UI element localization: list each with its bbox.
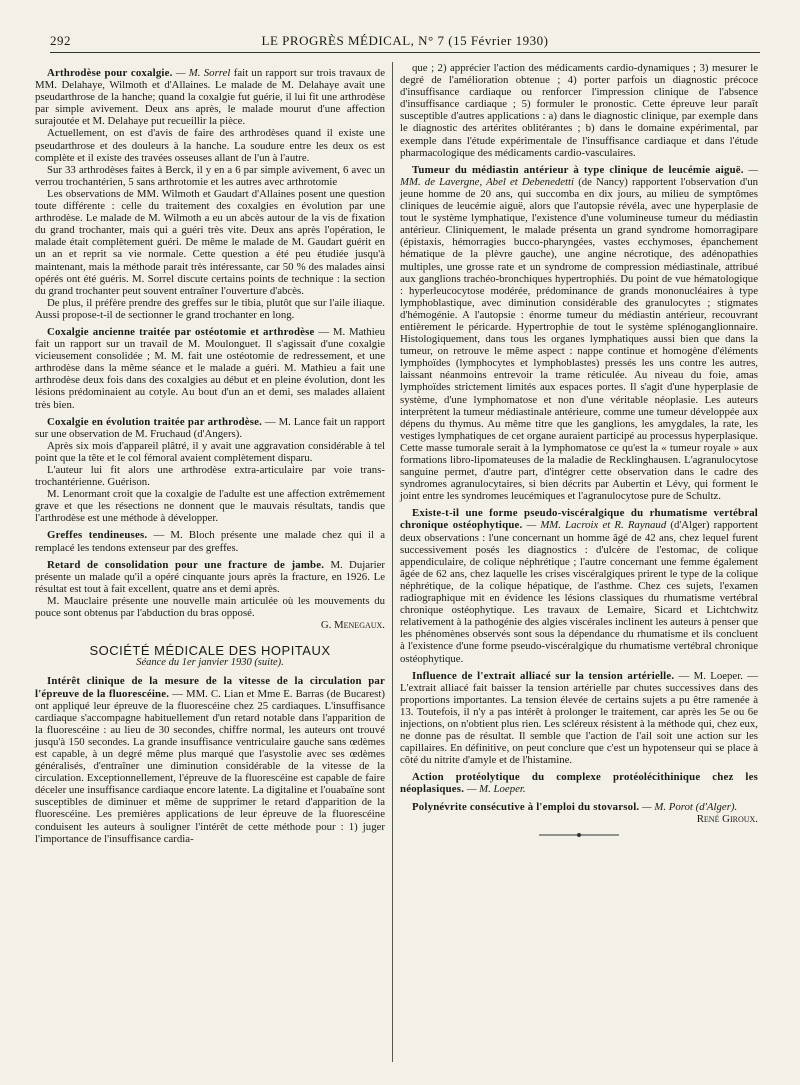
paragraph: M. Dujarier présente un malade qu'il a opéré cinquante jours après la fracture, en 1926. Le résultat est tout à fait excellent, quatre ans et demi après.: [35, 558, 385, 595]
paragraph: que ; 2) apprécier l'action des médicaments cardio-dynamiques ; 3) mesurer le degré de l'amélioration obtenue ; 4) porter parfois un diagnostic précoce d'insuffisance cardiaque ou renforcer l'impression clinique de l'absence d'insuffisance cardiaque ; 5) formuler le pronostic. Cette épreuve leur paraît susceptible d'autres applications : a) dans le diagnostic clinique, par exemple dans le diagnostic des artérites oblitérantes ; b) dans le domaine expérimental, par exemple dans l'étude expérimentale de l'insuffisance cardiaque et dans l'étude pharmacologique des médicaments cardio-vasculaires.: [400, 62, 758, 159]
signature: René Giroux.: [696, 812, 758, 825]
paragraph: — MM. C. Lian et Mme E. Barras (de Bucarest) ont appliqué leur épreuve de la fluorescéine chez 25 cardiaques. L'insuffisance cardiaque s'accompagne habituellement d'un retard notable dans l'apparition de la fluorescéine : au lieu de 30 secondes, chiffre normal, les auteurs ont trouvé jusqu'à 150 secondes. La grande insuffisance ventriculaire gauche sans œdèmes est capable, à un degré même plus marqué que l'asystolie avec ses œdèmes généralisés, d'entraîner une diminution considérable de la vitesse de la circulation. Exceptionnellement, l'épreuve de la fluorescéine est capable de faire déceler une insuffisance cardiaque encore latente. La digitaline et l'ouabaïne sont susceptibles de diminuer et même de supprimer le retard d'apparition de la fluorescéine. Les premières applications de leur épreuve de la fluorescéine conduisent les auteurs à souligner l'intérêt de cette méthode pour : 1) juger l'importance de l'insuffisance cardia-: [35, 687, 385, 845]
paragraph: — M. Mathieu fait un rapport sur un travail de M. Moulonguet. Il s'agissait d'une coxalgie vicieusement consolidée ; M. M. fait une ostéotomie de redressement, et une arthrodèse dans la même séance et le malade a guéri. M. Mathieu a fait une arthrodèse deux fois dans des coxalgies au début et en pleine évolution, dont les lésions prédominaient au cotyle. Au bout d'un an et demi, ses malades allaient très bien.: [35, 325, 385, 411]
paragraph: L'auteur lui fit alors une arthrodèse extra-articulaire par voie trans-trochantérienne. Guérison.: [35, 464, 385, 489]
session-date: Séance du 1er janvier 1930 (suite).: [136, 657, 284, 669]
article-fluoresceine: [35, 675, 385, 844]
section-title: Action protéolytique du complexe protéolécithinique chez les néoplasiques.: [400, 771, 758, 796]
section-title: Existe-t-il une forme pseudo-viscéralgique du rhumatisme vertébral chronique ostéophytique.: [400, 507, 758, 532]
article-coxalgie-ancienne: [35, 326, 385, 411]
section-title: Intérêt clinique de la mesure de la vitesse de la circulation par l'épreuve de la fluorescéine.: [35, 675, 385, 700]
article-tumeur-mediastin: [400, 164, 758, 503]
section-title: Influence de l'extrait alliacé sur la tension artérielle.: [412, 669, 675, 682]
ornament-rule-icon: [539, 831, 619, 839]
end-ornament: [539, 831, 619, 843]
paragraph: (de Nancy) rapportent l'observation d'un jeune homme de 20 ans, qui succomba en dix jours, au milieu de symptômes cliniques de leucémie aiguë, alors que l'autopsie révéla, avec une hyperplasie de tout le système lymphatique, l'existence d'une volumineuse tumeur du médiastin antérieur. Cliniquement, le malade présenta un grand syndrome homorragipare (épistaxis, hémorragies bucco-pharyngées, vastes ecchymoses, épanchement hématique de la plèvre gauche), une angine nécrotique, des adénopathies multiples, une grosse rate et un syndrome de compression médiastinale, attribué aux ganglions trachéo-bronchiques hypertrophiés. Du point de vue hématologique : hyperleucocytose modérée, prédominance de grands mononucléaires à type lymphoblastique, avec diminution considérable des granulocytes ; stigmates d'hémogénie. A l'autopsie : énorme tumeur du médiastin antérieur, recouvrant entièrement le péricarde. Hypertrophie de tout le système splénoganglionnaire. Histologiquement, dans tous les organes lymphatiques aussi bien que dans la tumeur, on retrouve le même aspect : nappe continue et homogène d'éléments lymphoïdes (lymphocytes et lymphoblastes) pressés les uns contre les autres, laissant néanmoins entrevoir la trame réticulée. Au niveau du foie, amas lymphoïdes strictement limités aux espaces portes. Il s'agit d'une hyperplasie de système, d'une lymphomatose et non d'une véritable néoplasie. Les auteurs interprètent la tumeur médiastinale antérieure, comme une tumeur développée aux dépens du thymus. Au même titre que les ganglions, les amygdales, la rate, les vestiges lymphatiques de cet organe auraient participé au processus hyperplasique. Cette masse tumorale serait à la lymphomatose ce qu'est la « tumeur royale » aux formations libro-lipomateuses de la maladie de Recklinghausen. L'agranulocytose sanguine permet, d'autre part, d'intégrer cette observation dans le cadre des syndromes agranulocytaires, si bien décrits par Aubertin et Lévy, qui forment le joint entre les syndromes leucémiques et l'agranulocytose pure de Schultz.: [400, 175, 759, 503]
paragraph: Les observations de MM. Wilmoth et Gaudart d'Allaines posent une question toute différente : celle du traitement des coxalgies en évolution par une arthrodèse. Le malade de M. Wilmoth a eu un abcès autour de la vis de fixation du grand trochanter, mais qui a guéri très vite. Deux ans après l'opération, le malade était complètement guéri. De même le malade de M. Gaudart guérit en un an et reprit sa vie normale. Cette question a été peu étudiée jusqu'à maintenant, mais la méthode parait très intéressante, car 50 % des malades ainsi opérés ont été guéris. M. Sorrel discute certains points de technique : la section du grand trochanter peut souvent entraîner l'ouverture d'abcès.: [35, 187, 385, 297]
section-title: Greffes tendineuses.: [47, 529, 148, 542]
paragraph: Sur 33 arthrodèses faites à Berck, il y en a 6 par simple avivement, 6 avec un verrou trochantérien, 5 sans arthrotomie et les autres avec arthrotomie: [35, 163, 385, 188]
article-rhumatisme: [400, 507, 758, 664]
article-retard: [35, 559, 385, 632]
paragraph: (d'Alger) rapportent deux observations : l'une concernant un homme âgé de 42 ans, chez lequel furent successivement posés les diagnostics : d'ulcère de l'estomac, de colique appendiculaire, de colique néphrétique ; l'autre concernant une femme également âgée de 62 ans, chez laquelle les crises viscéralgiques prirent le type de la colique néphrétique, de la colique hépatique, de l'asthme. Chez ces sujets, l'examen radiographique mit en évidence les lésions classiques du rhumatisme vertébral chronique ostéophytique. Les travaux de Lemaire, Sicard et Lichtchwitz relativement à la pathogénie des algies viscérales inclinent les auteurs à penser que les phénomènes observés sont sous la dépendance du rhumatisme et ils concluent à l'existence d'une forme pseudo-viscéralgique du rhumatisme vertébral chronique ostéophytique.: [400, 519, 758, 665]
running-title: LE PROGRÈS MÉDICAL, N° 7 (15 Février 1930): [261, 33, 549, 48]
right-column: [400, 62, 758, 843]
article-extrait-alliace: [400, 670, 758, 767]
page-number: 292: [50, 33, 71, 48]
paragraph: De plus, il préfère prendre des greffes sur le tibia, plutôt que sur l'aile iliaque. Aussi propose-t-il de sectionner le grand trochanter en long.: [35, 296, 385, 321]
section-title: Coxalgie en évolution traitée par arthrodèse.: [47, 415, 263, 428]
article-coxalgie-evolution: [35, 416, 385, 525]
article-arthrodese: [35, 67, 385, 321]
paragraph: Après six mois d'appareil plâtré, il y avait une aggravation considérable à tel point que la tête et le col fémoral avaient complètement disparu.: [35, 439, 385, 464]
article-greffes: [35, 529, 385, 553]
authors: — M. Sorrel: [175, 67, 231, 79]
left-column: [35, 62, 385, 845]
article-polynevrite: [400, 801, 758, 825]
section-title: Coxalgie ancienne traitée par ostéotomie et arthrodèse: [47, 325, 315, 338]
section-title: Retard de consolidation pour une fracture de jambe.: [47, 558, 325, 571]
signature: G. Menegaux.: [320, 619, 385, 632]
section-title: Polynévrite consécutive à l'emploi du stovarsol.: [412, 800, 640, 813]
authors: — M. Loeper.: [466, 783, 526, 796]
paragraph: M. Lenormant croit que la coxalgie de l'adulte est une affection extrêmement grave et que les résections ne donnent que le mauvais résultats, tandis que l'arthrodèse est une méthode à développer.: [35, 488, 385, 525]
column-divider: [392, 62, 393, 1062]
authors: — M. Porot (d'Alger).: [642, 800, 738, 813]
section-title: Tumeur du médiastin antérieur à type clinique de leucémie aiguë.: [412, 163, 744, 176]
paragraph: M. Mauclaire présente une nouvelle main articulée où les mouvements du pouce sont obtenus par l'abduction du bras opposé.: [35, 594, 385, 620]
authors: — MM. Lacroix et R. Raynaud: [526, 519, 667, 532]
authors: — MM. de Lavergne, Abel et Debenedetti: [400, 163, 758, 188]
paragraph: — M. Loeper. — L'extrait alliacé fait baisser la tension artérielle par chutes successives dans des proportions importantes. La tension élevée de certains sujets a pu être ramenée à 13. Toutefois, il n'y a pas intérêt à prolonger le traitement, car après les 5e ou 6e injections, on n'obtient plus rien. Les scléreux résistent à la méthode qui, chez eux, ne donne pas de résultat. Il semble que l'action de l'ail soit une action sur les capillaires. En définitive, on peut conclure que c'est un hypotenseur qui se place à côté du nitrite d'amyle et de l'histamine.: [400, 669, 758, 767]
paragraph: — M. Bloch présente une malade chez qui il a remplacé les tendons extenseur par des greffes.: [35, 529, 386, 554]
section-title: Arthrodèse pour coxalgie.: [47, 67, 173, 79]
article-action-proteolytique: [400, 771, 758, 795]
running-header: [50, 30, 760, 53]
paragraph: fait un rapport sur trois travaux de MM. Delahaye, Wilmoth et d'Allaines. Le malade de M. Delahaye avait une pseudarthrose de la hanche; quand la coxalgie fut guérie, il lui fit une arthrodèse par simple avivement. Deux ans après, le malade mourut d'une affection surajoutée et M. Delahaye put recueillir la pièce.: [35, 67, 385, 128]
paragraph: Actuellement, on est d'avis de faire des arthrodèses quand il existe une pseudarthrose et des douleurs à la hanche. La soudure entre les deux os est complète et il existe des travées osseuses allant de l'un à l'autre.: [35, 127, 385, 164]
paragraph: — M. Lance fait un rapport sur une observation de M. Fruchaud (d'Angers).: [35, 415, 385, 440]
society-title: SOCIÉTÉ MÉDICALE DES HOPITAUX: [89, 643, 331, 659]
